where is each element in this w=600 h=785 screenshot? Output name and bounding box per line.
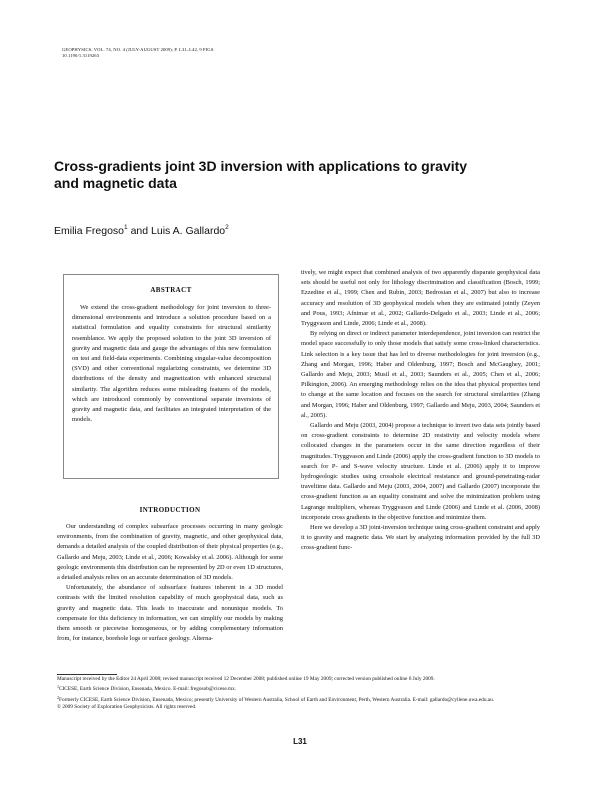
- footnote-mark: 2: [57, 694, 59, 700]
- paper-title: Cross-gradients joint 3D inversion with applications to gravity and magnetic data: [54, 158, 468, 191]
- doi: 10.1190/1.3119263: [62, 53, 100, 59]
- affiliation-mark: 2: [225, 224, 229, 231]
- page-number: L31: [293, 737, 307, 746]
- paragraph: tively, we might expect that combined analysis of two apparently disparate geophysical data sets should be useful not only for lithology discrimination and classification (Bosch, 1999; Ezzedine et al., 1999; Chen and Rubin, 2003; Bedrosian et al., 2007) but also to increase accuracy and resolution of 3D geophysical models when they are estimated jointly (Zeyen and Pous, 1993; Afnimar et al., 2002; Gallardo-Delgado et al., 2003; Linde et al., 2006; Tryggvason and Linde, 2006; Linde et al., 2008).: [301, 269, 540, 328]
- footnote-mark: 1: [57, 684, 59, 690]
- paragraph: Our understanding of complex subsurface processes occurring in many geologic environments, from the combination of gravity, magnetic, and other geophysical data, demands a detailed analysis of the coupled distribution of their physical properties (e.g., Gallardo and Meju, 2003; Linde et al., 2006; Kowalsky et al. 2006). Although for some geologic environments this distribution can be represented by 2D or even 1D structures, a detailed analysis relies on an accurate determination of 3D models.: [57, 523, 283, 582]
- paragraph: By relying on direct or indirect parameter interdependence, joint inversion can restrict the model space successfully to only those models that satisfy some cross-linked characteristics. Link selection is a key issue that has led to diverse methodologies for joint inversion (e.g., Zhang and Morgan, 1996; Haber and Oldenburg, 1997; Bosch and McGaughey, 2001; Gallardo and Meju, 2003; Musil et al., 2003; Saunders et al., 2005; Chen et al., 2006; Pilkington, 2006). An emerging methodology relies on the idea that physical properties tend to change at the same location and focuses on the search for structural similarities (Zhang and Morgan, 1996; Haber and Oldenburg, 1997; Gallardo and Meju, 2003, 2004; Saunders et al., 2005).: [301, 330, 540, 419]
- paragraph: Here we develop a 3D joint-inversion technique using cross-gradient constraint and apply it to gravity and magnetic data. We start by analyzing information provided by the full 3D cross-gradient func-: [301, 524, 540, 552]
- paragraph: Unfortunately, the abundance of subsurface features inherent in a 3D model contrasts with the limited resolution capability of much geophysical data, such as gravity and magnetic data. This leads to inaccurate and nonunique models. To compensate for this deficiency in information, we can simplify our models by making them smooth or piecewise homogeneous, or by adding complementary information from, for instance, borehole logs or surface geology. Alterna-: [57, 584, 283, 643]
- author-line: [54, 224, 229, 237]
- affiliation-text: CICESE, Earth Science Division, Ensenada, Mexico. E-mail: fregosob@cicese.mx.: [59, 686, 237, 693]
- footnote-rule: [57, 674, 117, 675]
- journal-citation: GEOPHYSICS, VOL. 74, NO. 4 (JULY-AUGUST 2009); P. L31–L42, 9 FIGS.: [62, 47, 215, 52]
- manuscript-dates: Manuscript received by the Editor 24 April 2008; revised manuscript received 12 December 2008; published online 19 May 2009; corrected version published online 6 July 2009.: [57, 676, 435, 682]
- abstract-text: We extend the cross-gradient methodology for joint inversion to three-dimensional environments and introduce a solution procedure based on a statistical formulation and equality constraints for structural similarity resemblance. We apply the proposed solution to the joint 3D inversion of gravity and magnetic data and gauge the advantages of this new formulation on test and field-data experiments. Combining singular-value decomposition (SVD) and other conventional regularizing constraints, we determine 3D distributions of the density and magnetization with enhanced structural similarity. The algorithm reduces some misleading features of the models, which are introduced commonly by conventional separate inversions of gravity and magnetic data, and facilitates an integrated interpretation of the models.: [72, 304, 271, 424]
- footnote: [57, 683, 541, 693]
- affiliation-mark: 1: [124, 224, 128, 231]
- author-name: Luis A. Gallardo: [151, 225, 226, 237]
- journal-header: [62, 47, 215, 60]
- introduction-heading: INTRODUCTION: [139, 506, 201, 514]
- footnotes: [57, 676, 541, 711]
- copyright: © 2009 Society of Exploration Geophysicists. All rights reserved.: [57, 703, 197, 710]
- author-name: Emilia Fregoso: [54, 225, 125, 237]
- paragraph: Gallardo and Meju (2003, 2004) propose a technique to invert two data sets jointly based on cross-gradient constraints to determine 2D resistivity and velocity models where collocated changes in the parameters occur in the same direction regardless of their magnitudes. Tryggvason and Linde (2006) apply the cross-gradient function to 3D models to search for P- and S-wave velocity structure. Linde et al. (2006) apply it to improve hydrogeologic studies using crosshole electrical resistance and ground-penetrating-radar traveltime data. Gallardo and Meju (2003, 2004, 2007) and Gallardo (2007) incorporate the cross-gradient function as an equality constraint and solve the minimization problem using Lagrange multipliers, whereas Tryggvason and Linde (2006) and Linde et al. (2006, 2008) incorporate cross gradients in the objective function and minimize them.: [301, 422, 540, 521]
- footnote: [57, 694, 541, 704]
- abstract-heading: ABSTRACT: [150, 286, 192, 294]
- author-separator: and: [127, 225, 152, 237]
- left-column-body: [57, 522, 283, 644]
- affiliation-text: Formerly CICESE, Earth Science Division, Ensenada, Mexico; presently University of Western Australia, School of Earth and Environment, Perth, Western Australia. E-mail: gallardo@cyllene.uwa.edu.au.: [59, 696, 495, 703]
- right-column-body: [301, 268, 540, 554]
